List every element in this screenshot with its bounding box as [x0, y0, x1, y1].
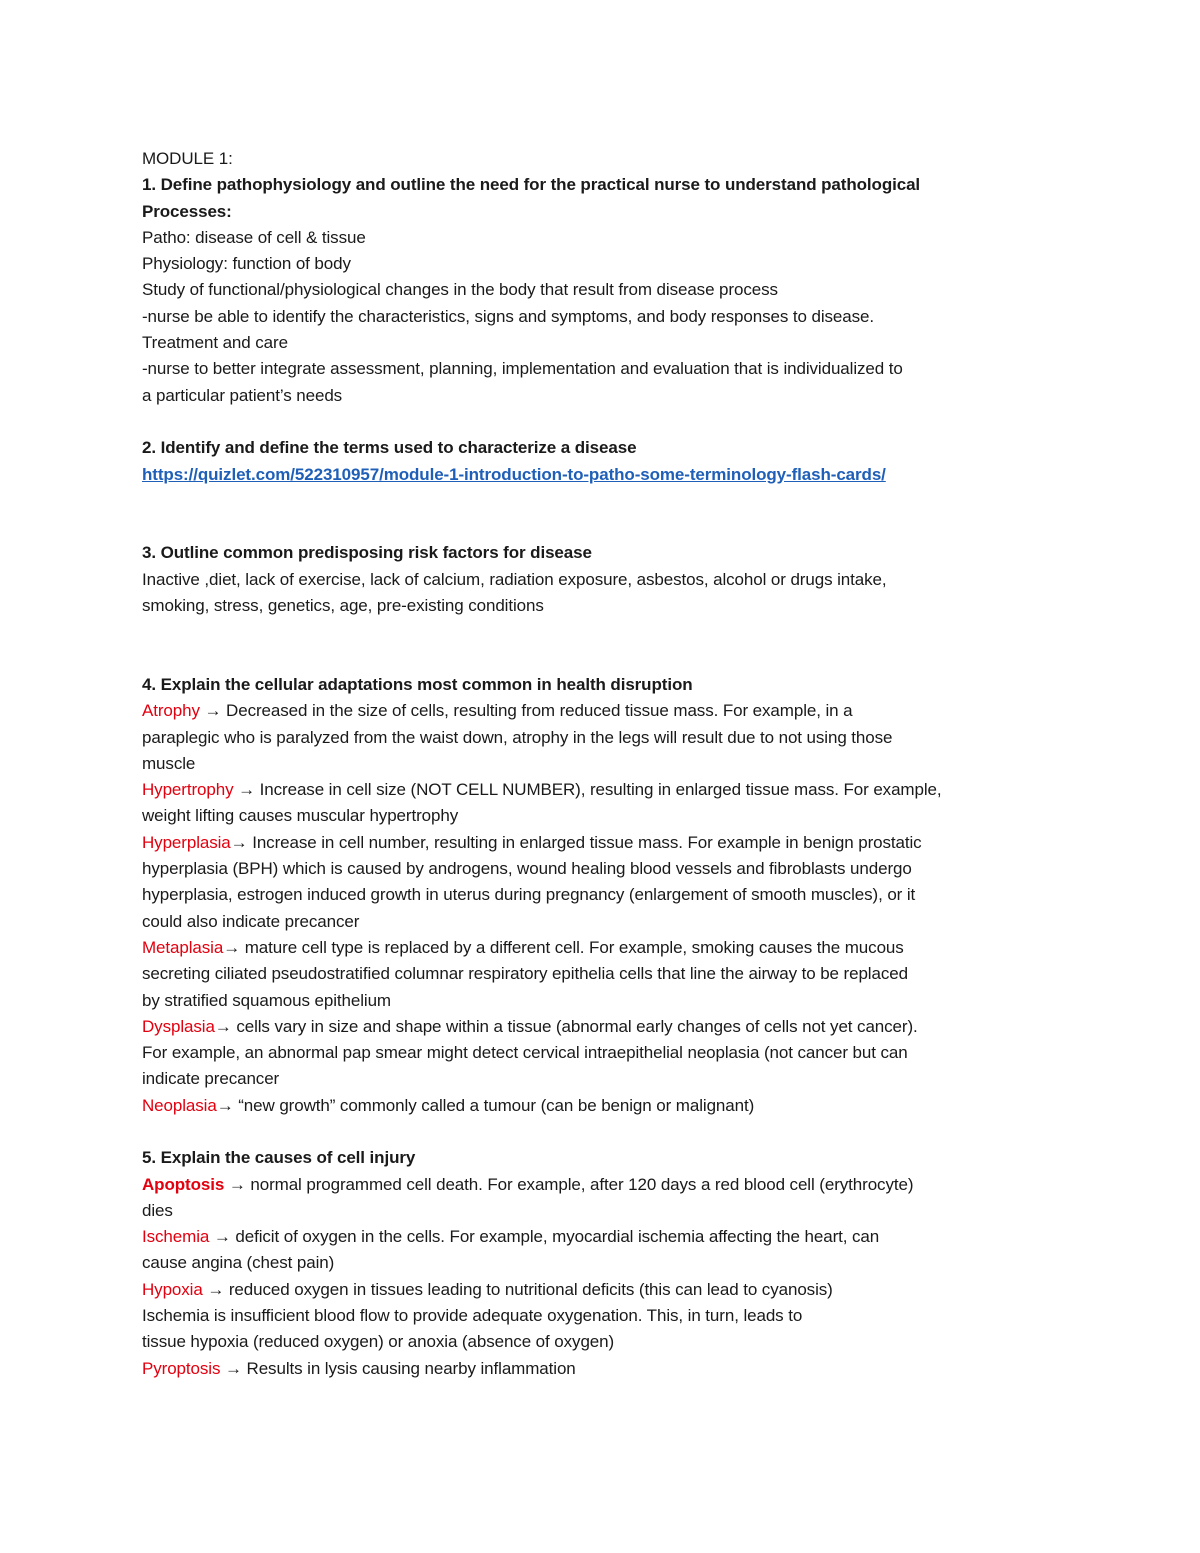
section-1-line: Treatment and care	[142, 333, 288, 353]
hyperplasia-cont: hyperplasia, estrogen induced growth in uterus during pregnancy (enlargement of smooth muscles), or it	[142, 885, 916, 905]
arrow-right-icon: →	[228, 1174, 246, 1194]
section-1-heading: 1. Define pathophysiology and outline the need for the practical nurse to understand pathological	[142, 175, 921, 195]
hyperplasia-text: Increase in cell number, resulting in enlarged tissue mass. For example in benign prostatic	[247, 832, 922, 852]
dysplasia-text: cells vary in size and shape within a tissue (abnormal early changes of cells not yet cancer).	[231, 1016, 918, 1036]
term-neoplasia: Neoplasia	[142, 1095, 217, 1115]
apoptosis-text: normal programmed cell death. For example, after 120 days a red blood cell (erythrocyte)	[245, 1174, 914, 1194]
neoplasia-text: “new growth” commonly called a tumour (can be benign or malignant)	[233, 1095, 755, 1115]
section-1-line: -nurse be able to identify the characteristics, signs and symptoms, and body responses to disease.	[142, 306, 874, 326]
term-dysplasia: Dysplasia	[142, 1016, 215, 1036]
quizlet-link[interactable]: https://quizlet.com/522310957/module-1-introduction-to-patho-some-terminology-flash-cards/	[142, 464, 886, 484]
arrow-right-icon: →	[207, 1279, 225, 1299]
adaptation-metaplasia	[142, 935, 1072, 961]
arrow-right-icon: →	[223, 937, 241, 957]
document-body	[142, 146, 1072, 1382]
term-apoptosis: Apoptosis	[142, 1174, 225, 1194]
metaplasia-cont: secreting ciliated pseudostratified columnar respiratory epithelia cells that line the airway to be replaced	[142, 964, 908, 984]
section-5-heading: 5. Explain the causes of cell injury	[142, 1148, 416, 1168]
hyperplasia-cont: hyperplasia (BPH) which is caused by androgens, wound healing blood vessels and fibroblasts undergo	[142, 859, 912, 879]
arrow-right-icon: →	[216, 1095, 234, 1115]
apoptosis-cont: dies	[142, 1200, 173, 1220]
term-ischemia: Ischemia	[142, 1227, 210, 1247]
hypoxia-text: reduced oxygen in tissues leading to nutritional deficits (this can lead to cyanosis)	[224, 1279, 833, 1299]
module-title: MODULE 1:	[142, 149, 233, 168]
section-1-line: a particular patient’s needs	[142, 385, 343, 405]
section-3-line: Inactive ,diet, lack of exercise, lack of calcium, radiation exposure, asbestos, alcohol or drugs intake,	[142, 569, 887, 589]
atrophy-cont: muscle	[142, 753, 196, 773]
adaptation-hypertrophy	[142, 777, 1072, 803]
term-metaplasia: Metaplasia	[142, 937, 224, 957]
hypertrophy-cont: weight lifting causes muscular hypertrophy	[142, 806, 459, 826]
injury-hypoxia	[142, 1277, 1072, 1303]
adaptation-dysplasia	[142, 1014, 1072, 1040]
hyperplasia-cont: could also indicate precancer	[142, 911, 360, 931]
adaptation-neoplasia	[142, 1093, 1072, 1119]
atrophy-text: Decreased in the size of cells, resulting from reduced tissue mass. For example, in a	[221, 701, 853, 721]
metaplasia-text: mature cell type is replaced by a different cell. For example, smoking causes the mucous	[240, 937, 904, 957]
pyroptosis-text: Results in lysis causing nearby inflammation	[241, 1358, 576, 1378]
injury-apoptosis	[142, 1172, 1072, 1198]
section-1-line: Study of functional/physiological changes in the body that result from disease process	[142, 280, 778, 300]
arrow-right-icon: →	[225, 1358, 242, 1378]
section-3-line: smoking, stress, genetics, age, pre-existing conditions	[142, 596, 544, 616]
term-hyperplasia: Hyperplasia	[142, 832, 231, 852]
section-1-heading-cont: Processes:	[142, 201, 232, 221]
term-hypertrophy: Hypertrophy	[142, 780, 234, 800]
injury-pyroptosis	[142, 1356, 1072, 1382]
arrow-right-icon: →	[204, 701, 222, 721]
section-4-heading: 4. Explain the cellular adaptations most common in health disruption	[142, 674, 693, 694]
section-3-heading: 3. Outline common predisposing risk factors for disease	[142, 543, 592, 563]
adaptation-hyperplasia	[142, 830, 1072, 856]
dysplasia-cont: For example, an abnormal pap smear might detect cervical intraepithelial neoplasia (not cancer but can	[142, 1043, 908, 1063]
section-1-line: Physiology: function of body	[142, 254, 351, 274]
section-1-line: -nurse to better integrate assessment, planning, implementation and evaluation that is individualized to	[142, 359, 903, 379]
ischemia-text: deficit of oxygen in the cells. For example, myocardial ischemia affecting the heart, can	[230, 1227, 880, 1247]
arrow-right-icon: →	[230, 832, 248, 852]
metaplasia-cont: by stratified squamous epithelium	[142, 990, 391, 1010]
term-atrophy: Atrophy	[142, 701, 200, 721]
arrow-right-icon: →	[238, 780, 256, 800]
arrow-right-icon: →	[214, 1016, 232, 1036]
atrophy-cont: paraplegic who is paralyzed from the waist down, atrophy in the legs will result due to not using those	[142, 727, 893, 747]
dysplasia-cont: indicate precancer	[142, 1069, 280, 1089]
injury-ischemia	[142, 1224, 1072, 1250]
adaptation-atrophy	[142, 698, 1072, 724]
term-hypoxia: Hypoxia	[142, 1279, 203, 1299]
arrow-right-icon: →	[213, 1227, 231, 1247]
term-pyroptosis: Pyroptosis	[142, 1358, 221, 1378]
hypertrophy-text: Increase in cell size (NOT CELL NUMBER), resulting in enlarged tissue mass. For example,	[255, 780, 942, 800]
ischemia-note-cont: tissue hypoxia (reduced oxygen) or anoxia (absence of oxygen)	[142, 1332, 615, 1352]
ischemia-note: Ischemia is insufficient blood flow to provide adequate oxygenation. This, in turn, leads to	[142, 1306, 803, 1326]
section-1-line: Patho: disease of cell & tissue	[142, 227, 366, 247]
ischemia-cont: cause angina (chest pain)	[142, 1253, 335, 1273]
section-2-heading: 2. Identify and define the terms used to characterize a disease	[142, 438, 637, 458]
